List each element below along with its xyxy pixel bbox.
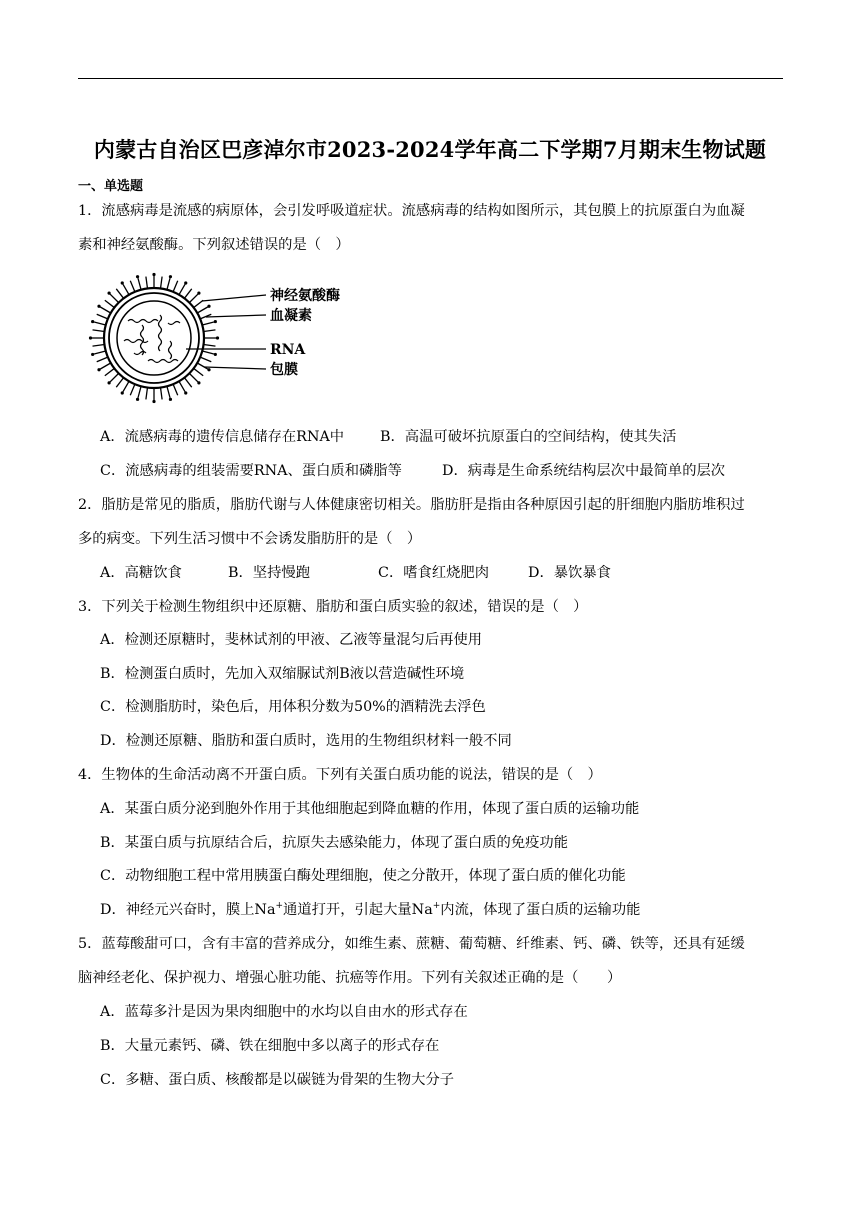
envelope-spike (161, 388, 163, 400)
q1-option-b-text: B．高温可破坏抗原蛋白的空间结构，使其失活 (380, 429, 677, 445)
envelope-spike (110, 373, 118, 381)
envelope-spike (194, 368, 204, 375)
q1-option-a[interactable] (100, 427, 344, 447)
q3-option-c[interactable] (100, 697, 486, 717)
virus-structure-figure (78, 263, 368, 413)
section-heading: 一、单选题 (78, 179, 144, 194)
q1-option-a-text: A．流感病毒的遗传信息储存在RNA中 (100, 429, 345, 445)
envelope-inner (109, 293, 199, 383)
q5-option-a[interactable] (100, 1002, 468, 1022)
label-envelope: 包膜 (270, 362, 298, 378)
envelope-spike (197, 307, 207, 313)
envelope-spike (146, 388, 148, 400)
q4-option-a-text: A．某蛋白质分泌到胞外作用于其他细胞起到降血糖的作用，体现了蛋白质的运输功能 (100, 801, 640, 817)
envelope-spike (110, 294, 118, 302)
q1-stem-line2: 素和神经氨酸酶。下列叙述错误的是（ ） (78, 237, 350, 253)
label-neuraminidase: 神经氨酸酶 (270, 288, 340, 304)
q2-option-c-text: C．嗜食红烧肥肉 (378, 565, 490, 581)
q4-option-c[interactable] (100, 866, 626, 886)
q1-option-c-text: C．流感病毒的组装需要RNA、蛋白质和磷脂等 (100, 463, 402, 479)
q4-superscript-plus-1: + (275, 901, 284, 911)
q2-option-b[interactable] (228, 563, 310, 583)
envelope-spike (194, 300, 204, 307)
rna-strands (124, 315, 180, 363)
spike-tip (91, 320, 94, 323)
spike-tip (121, 281, 124, 284)
envelope-spike (123, 381, 129, 391)
envelope-spike (97, 314, 108, 319)
label-rna: RNA (270, 342, 306, 358)
envelope-spike (130, 384, 135, 395)
q4-option-d-part2: 通道打开，引起大量Na (283, 902, 433, 918)
q4-option-d-part1: D．神经元兴奋时，膜上Na (100, 902, 276, 918)
spike-tip (207, 368, 210, 371)
spike-tip (216, 336, 219, 339)
spike-tip (184, 391, 187, 394)
envelope-spike (204, 345, 216, 347)
q3-option-d[interactable] (100, 731, 512, 751)
q2-option-a[interactable] (100, 563, 182, 583)
q2-option-d[interactable] (528, 563, 611, 583)
q1-option-d-text: D．病毒是生命系统结构层次中最简单的层次 (442, 463, 726, 479)
envelope-spike (179, 381, 185, 391)
q4-option-b-text: B．某蛋白质与抗原结合后，抗原失去感染能力，体现了蛋白质的免疫功能 (100, 835, 569, 851)
q2-option-b-text: B．坚持慢跑 (228, 565, 310, 581)
spike-tip (136, 275, 139, 278)
spike-tip (91, 353, 94, 356)
envelope-spike (97, 357, 108, 362)
envelope-spike (100, 307, 110, 313)
page-title: 内蒙古自治区巴彦淖尔市2023-2024学年高二下学期7月期末生物试题 (93, 137, 767, 162)
q3-option-a[interactable] (100, 630, 482, 650)
q2-stem-line2: 多的病变。下列生活习惯中不会诱发脂肪肝的是（ ） (78, 531, 422, 547)
q3-stem: 3．下列关于检测生物组织中还原糖、脂肪和蛋白质实验的叙述，错误的是（ ） (78, 599, 588, 615)
q4-option-d-part3: 内流，体现了蛋白质的运输功能 (440, 902, 641, 918)
q4-option-d[interactable] (100, 900, 640, 920)
header-rule (78, 78, 783, 79)
envelope-spike (173, 281, 178, 292)
envelope-spike (123, 284, 129, 294)
q3-option-a-text: A．检测还原糖时，斐林试剂的甲液、乙液等量混匀后再使用 (100, 632, 483, 648)
label-hemagglutinin: 血凝素 (270, 308, 312, 324)
spike-tip (152, 400, 155, 403)
envelope-spike (184, 289, 191, 299)
spike-tip (197, 381, 200, 384)
spike-tip (121, 391, 124, 394)
q1-option-d[interactable] (442, 461, 725, 481)
envelope-spike (167, 386, 170, 398)
q1-option-b[interactable] (380, 427, 676, 447)
envelope-spike (93, 345, 105, 347)
envelope-spike (202, 322, 214, 325)
envelope-spike (189, 373, 197, 381)
q5-option-c[interactable] (100, 1070, 454, 1090)
envelope-spike (138, 386, 141, 398)
envelope-spike (146, 277, 148, 289)
envelope-spike (105, 300, 115, 307)
spike-tip (214, 353, 217, 356)
spike-tip (169, 398, 172, 401)
envelope-spike (202, 351, 214, 354)
envelope-spike (179, 284, 185, 294)
q2-option-a-text: A．高糖饮食 (100, 565, 182, 581)
q4-option-a[interactable] (100, 799, 639, 819)
envelope-spike (116, 378, 123, 388)
envelope-spike (105, 368, 115, 375)
q4-option-b[interactable] (100, 833, 568, 853)
spike-tip (152, 273, 155, 276)
q5-option-b-text: B．大量元素钙、磷、铁在细胞中多以离子的形式存在 (100, 1038, 440, 1054)
spike-tip (89, 336, 92, 339)
q5-stem-line1: 5．蓝莓酸甜可口，含有丰富的营养成分，如维生素、蔗糖、葡萄糖、纤维素、钙、磷、铁等，还具有延缓 (78, 936, 745, 952)
capsid-ring (117, 301, 191, 375)
q5-option-c-text: C．多糖、蛋白质、核酸都是以碳链为骨架的生物大分子 (100, 1072, 455, 1088)
spike-tip (107, 291, 110, 294)
envelope-spike (94, 322, 106, 325)
spike-tip (97, 368, 100, 371)
q3-option-d-text: D．检测还原糖、脂肪和蛋白质时，选用的生物组织材料一般不同 (100, 733, 512, 749)
q1-stem-line1: 1．流感病毒是流感的病原体，会引发呼吸道症状。流感病毒的结构如图所示，其包膜上的抗原蛋白为血凝 (78, 203, 745, 219)
envelope-spike (184, 378, 191, 388)
q2-stem-line1: 2．脂肪是常见的脂质，脂肪代谢与人体健康密切相关。脂肪肝是指由各种原因引起的肝细胞内脂肪堆积过 (78, 497, 745, 513)
q3-option-c-text: C．检测脂肪时，染色后，用体积分数为50%的酒精洗去浮色 (100, 699, 486, 715)
envelope-spike (200, 357, 211, 362)
envelope-spike (189, 294, 197, 302)
envelope-spike (138, 278, 141, 290)
spike-tip (214, 320, 217, 323)
spike-tip (169, 275, 172, 278)
spike-tip (207, 305, 210, 308)
q5-option-b[interactable] (100, 1036, 439, 1056)
envelope-spike (100, 363, 110, 369)
q1-option-c[interactable] (100, 461, 402, 481)
q2-option-c[interactable] (378, 563, 489, 583)
spike-tip (197, 291, 200, 294)
spike-tip (184, 281, 187, 284)
q3-option-b-text: B．检测蛋白质时，先加入双缩脲试剂B液以营造碱性环境 (100, 666, 465, 682)
spike-tip (107, 381, 110, 384)
envelope-outer (104, 288, 204, 388)
q3-option-b[interactable] (100, 664, 464, 684)
envelope-spike (130, 281, 135, 292)
spike-tip (97, 305, 100, 308)
envelope-spike (197, 363, 207, 369)
q5-stem-line2: 脑神经老化、保护视力、增强心脏功能、抗癌等作用。下列有关叙述正确的是（ ） (78, 970, 622, 986)
envelope-spike (116, 289, 123, 299)
q5-option-a-text: A．蓝莓多汁是因为果肉细胞中的水均以自由水的形式存在 (100, 1004, 468, 1020)
q4-stem: 4．生物体的生命活动离不开蛋白质。下列有关蛋白质功能的说法，错误的是（ ） (78, 767, 602, 783)
spike-tip (136, 398, 139, 401)
envelope-spike (204, 330, 216, 332)
envelope-spike (93, 330, 105, 332)
q4-option-c-text: C．动物细胞工程中常用胰蛋白酶处理细胞，使之分散开，体现了蛋白质的催化功能 (100, 868, 626, 884)
virus-diagram (78, 263, 368, 413)
q4-superscript-plus-2: + (432, 901, 441, 911)
envelope-spike (173, 384, 178, 395)
q2-option-d-text: D．暴饮暴食 (528, 565, 611, 581)
envelope-spike (161, 277, 163, 289)
envelope-spike (94, 351, 106, 354)
envelope-spike (167, 278, 170, 290)
